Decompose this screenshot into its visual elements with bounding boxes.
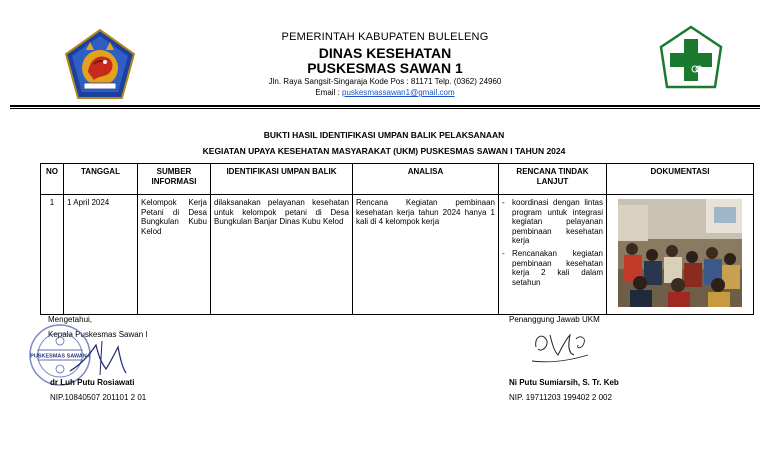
cell-tanggal: 1 April 2024 [64,195,138,315]
header-analisa: ANALISA [353,164,499,195]
header-sumber: SUMBER INFORMASI [138,164,211,195]
document-title-2: KEGIATAN UPAYA KESEHATAN MASYARAKAT (UKM) PUSKESMAS SAWAN I TAHUN 2024 [202,146,566,156]
buleleng-crest-logo [64,28,136,100]
svg-text:PUSKESMAS SAWAN I: PUSKESMAS SAWAN I [30,353,90,360]
cell-analisa: Rencana Kegiatan pembinaan kesehatan kerja tahun 2024 hanya 1 kali di 4 kelompok kerja [353,195,499,315]
cell-rencana [499,195,607,315]
rencana-item: - Rencanakan kegiatan pembinaan kesehatan kerja 2 kali dalam setahun [502,249,603,287]
left-sign-nip: NIP.10840507 201101 2 01 [50,393,147,402]
cell-sumber: Kelompok Kerja Petani di Desa Bungkulan Kubu Kelod [138,195,211,315]
letterhead-rule-thick [10,105,760,107]
table-row [41,195,754,315]
letterhead-address: Jln. Raya Sangsit-Singaraja Kode Pos : 81171 Telp. (0362) 24960 [268,77,502,86]
header-no: NO [41,164,64,195]
header-dokumentasi: DOKUMENTASI [607,164,754,195]
cell-identifikasi: dilaksanakan pelayanan kesehatan untuk kelompok petani di Desa Bungkulan Banjar Dinas Kubu Kelod [211,195,353,315]
header-rencana: RENCANA TINDAK LANJUT [499,164,607,195]
puskesmas-cross-logo [659,25,723,93]
feedback-table [40,163,754,315]
letterhead-email-line [150,88,620,97]
right-sign-position: Penanggung Jawab UKM [509,315,600,324]
right-sign-nip: NIP. 19711203 199402 2 002 [509,393,612,402]
right-sign-name: Ni Putu Sumiarsih, S. Tr. Keb [509,378,619,387]
email-link[interactable]: puskesmassawan1@gmail.com [342,88,455,97]
table-header-row [41,164,754,195]
letterhead-puskesmas: PUSKESMAS SAWAN 1 [307,60,463,76]
document-title-1: BUKTI HASIL IDENTIFIKASI UMPAN BALIK PELAKSANAAN [263,130,505,140]
rencana-item: - koordinasi dengan lintas program untuk integrasi kegiatan pelayanan pembinaan kesehatan kerja [502,198,603,246]
letterhead-rule-thin [10,108,760,109]
cell-no: 1 [41,195,64,315]
email-label: Email : [315,88,343,97]
left-handwritten-signature [66,335,136,379]
documentation-photo [618,199,742,307]
right-handwritten-signature [528,325,592,371]
letterhead-department: DINAS KESEHATAN [318,45,452,61]
header-tanggal: TANGGAL [64,164,138,195]
left-sign-name: dr Luh Putu Rosiawati [50,378,135,387]
left-sign-position: Kepala Puskesmas Sawan I [48,330,148,339]
cell-dokumentasi [607,195,754,315]
left-sign-greeting: Mengetahui, [48,315,93,324]
header-identifikasi: IDENTIFIKASI UMPAN BALIK [211,164,353,195]
letterhead-government: PEMERINTAH KABUPATEN BULELENG [281,31,489,43]
